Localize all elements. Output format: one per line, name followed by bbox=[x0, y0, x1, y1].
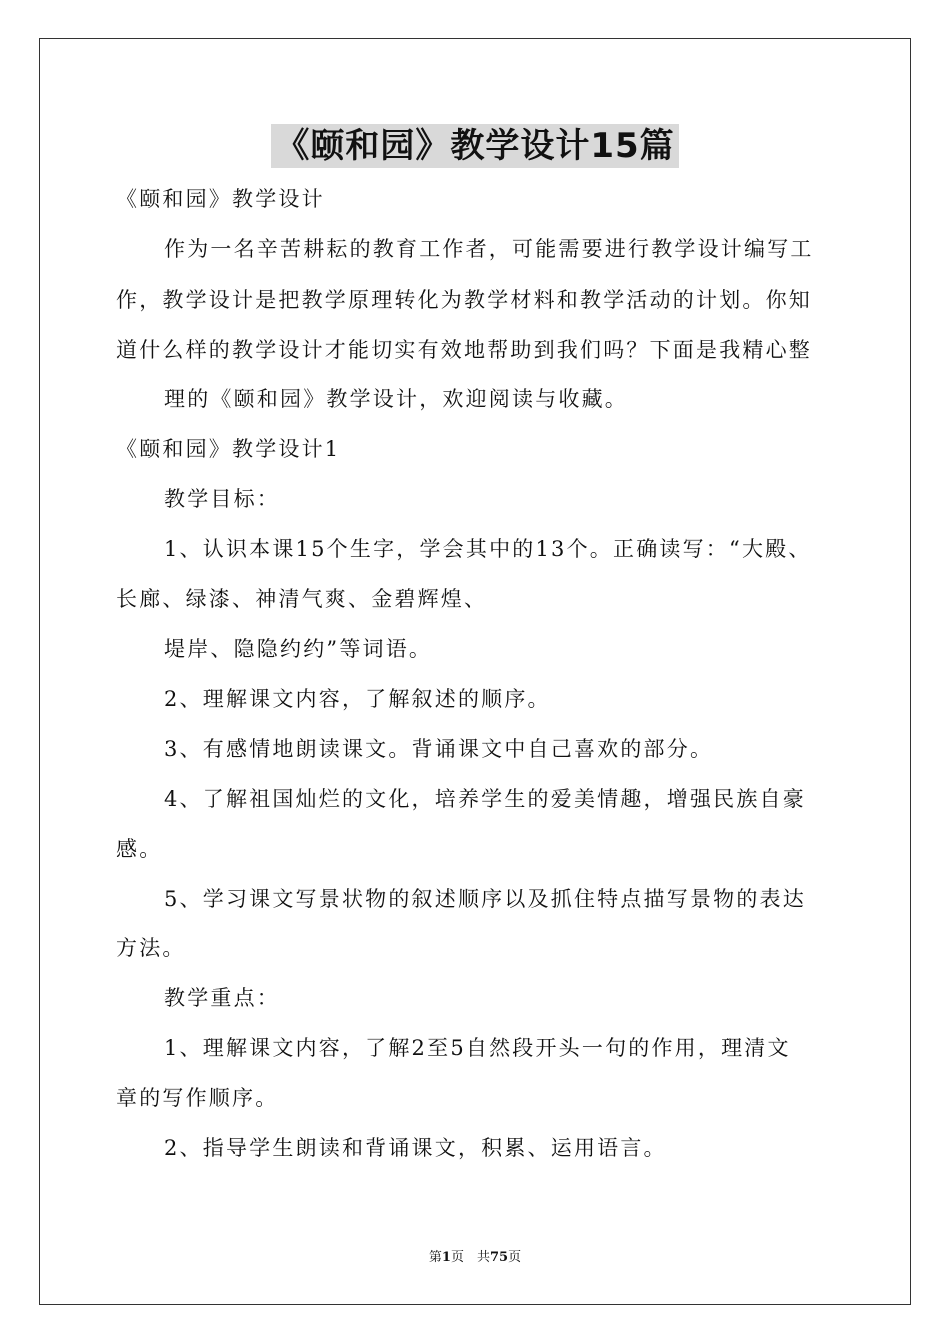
subtitle-line: 《颐和园》教学设计 bbox=[116, 187, 325, 211]
paragraph-line: 长廊、绿漆、神清气爽、金碧辉煌、 bbox=[116, 587, 488, 611]
paragraph-line: 5、学习课文写景状物的叙述顺序以及抓住特点描写景物的表达 bbox=[164, 887, 806, 911]
paragraph-line: 教学目标： bbox=[164, 487, 280, 511]
paragraph-line: 2、理解课文内容，了解叙述的顺序。 bbox=[164, 687, 551, 711]
footer-page-number: 1 bbox=[441, 1250, 451, 1265]
paragraph-line: 作，教学设计是把教学原理转化为教学材料和教学活动的计划。你知 bbox=[116, 288, 812, 312]
footer-total-pages: 75 bbox=[489, 1250, 509, 1265]
paragraph-line: 1、认识本课15个生字，学会其中的13个。正确读写：“大殿、 bbox=[164, 537, 812, 561]
paragraph-line: 教学重点： bbox=[164, 986, 280, 1010]
paragraph-line: 理的《颐和园》教学设计，欢迎阅读与收藏。 bbox=[164, 387, 628, 411]
paragraph-line: 堤岸、隐隐约约”等词语。 bbox=[164, 637, 433, 661]
paragraph-line: 1、理解课文内容，了解2至5自然段开头一句的作用，理清文 bbox=[164, 1036, 791, 1060]
paragraph-line: 道什么样的教学设计才能切实有效地帮助到我们吗？下面是我精心整 bbox=[116, 338, 812, 362]
paragraph-line: 3、有感情地朗读课文。背诵课文中自己喜欢的部分。 bbox=[164, 737, 714, 761]
paragraph-line: 2、指导学生朗读和背诵课文，积累、运用语言。 bbox=[164, 1136, 667, 1160]
footer-prefix: 第 bbox=[428, 1250, 442, 1265]
footer-middle: 页 共 bbox=[450, 1250, 490, 1265]
paragraph-line: 感。 bbox=[116, 837, 163, 861]
title-container bbox=[0, 124, 950, 168]
paragraph-line: 作为一名辛苦耕耘的教育工作者，可能需要进行教学设计编写工 bbox=[164, 237, 814, 261]
paragraph-line: 章的写作顺序。 bbox=[116, 1086, 279, 1110]
footer-suffix: 页 bbox=[508, 1250, 522, 1265]
page-footer bbox=[0, 1246, 950, 1265]
page-border bbox=[39, 38, 911, 1305]
paragraph-line: 4、了解祖国灿烂的文化，培养学生的爱美情趣，增强民族自豪 bbox=[164, 787, 806, 811]
section-heading: 《颐和园》教学设计1 bbox=[116, 437, 341, 461]
paragraph-line: 方法。 bbox=[116, 936, 186, 960]
document-title: 《颐和园》教学设计15篇 bbox=[271, 124, 678, 168]
